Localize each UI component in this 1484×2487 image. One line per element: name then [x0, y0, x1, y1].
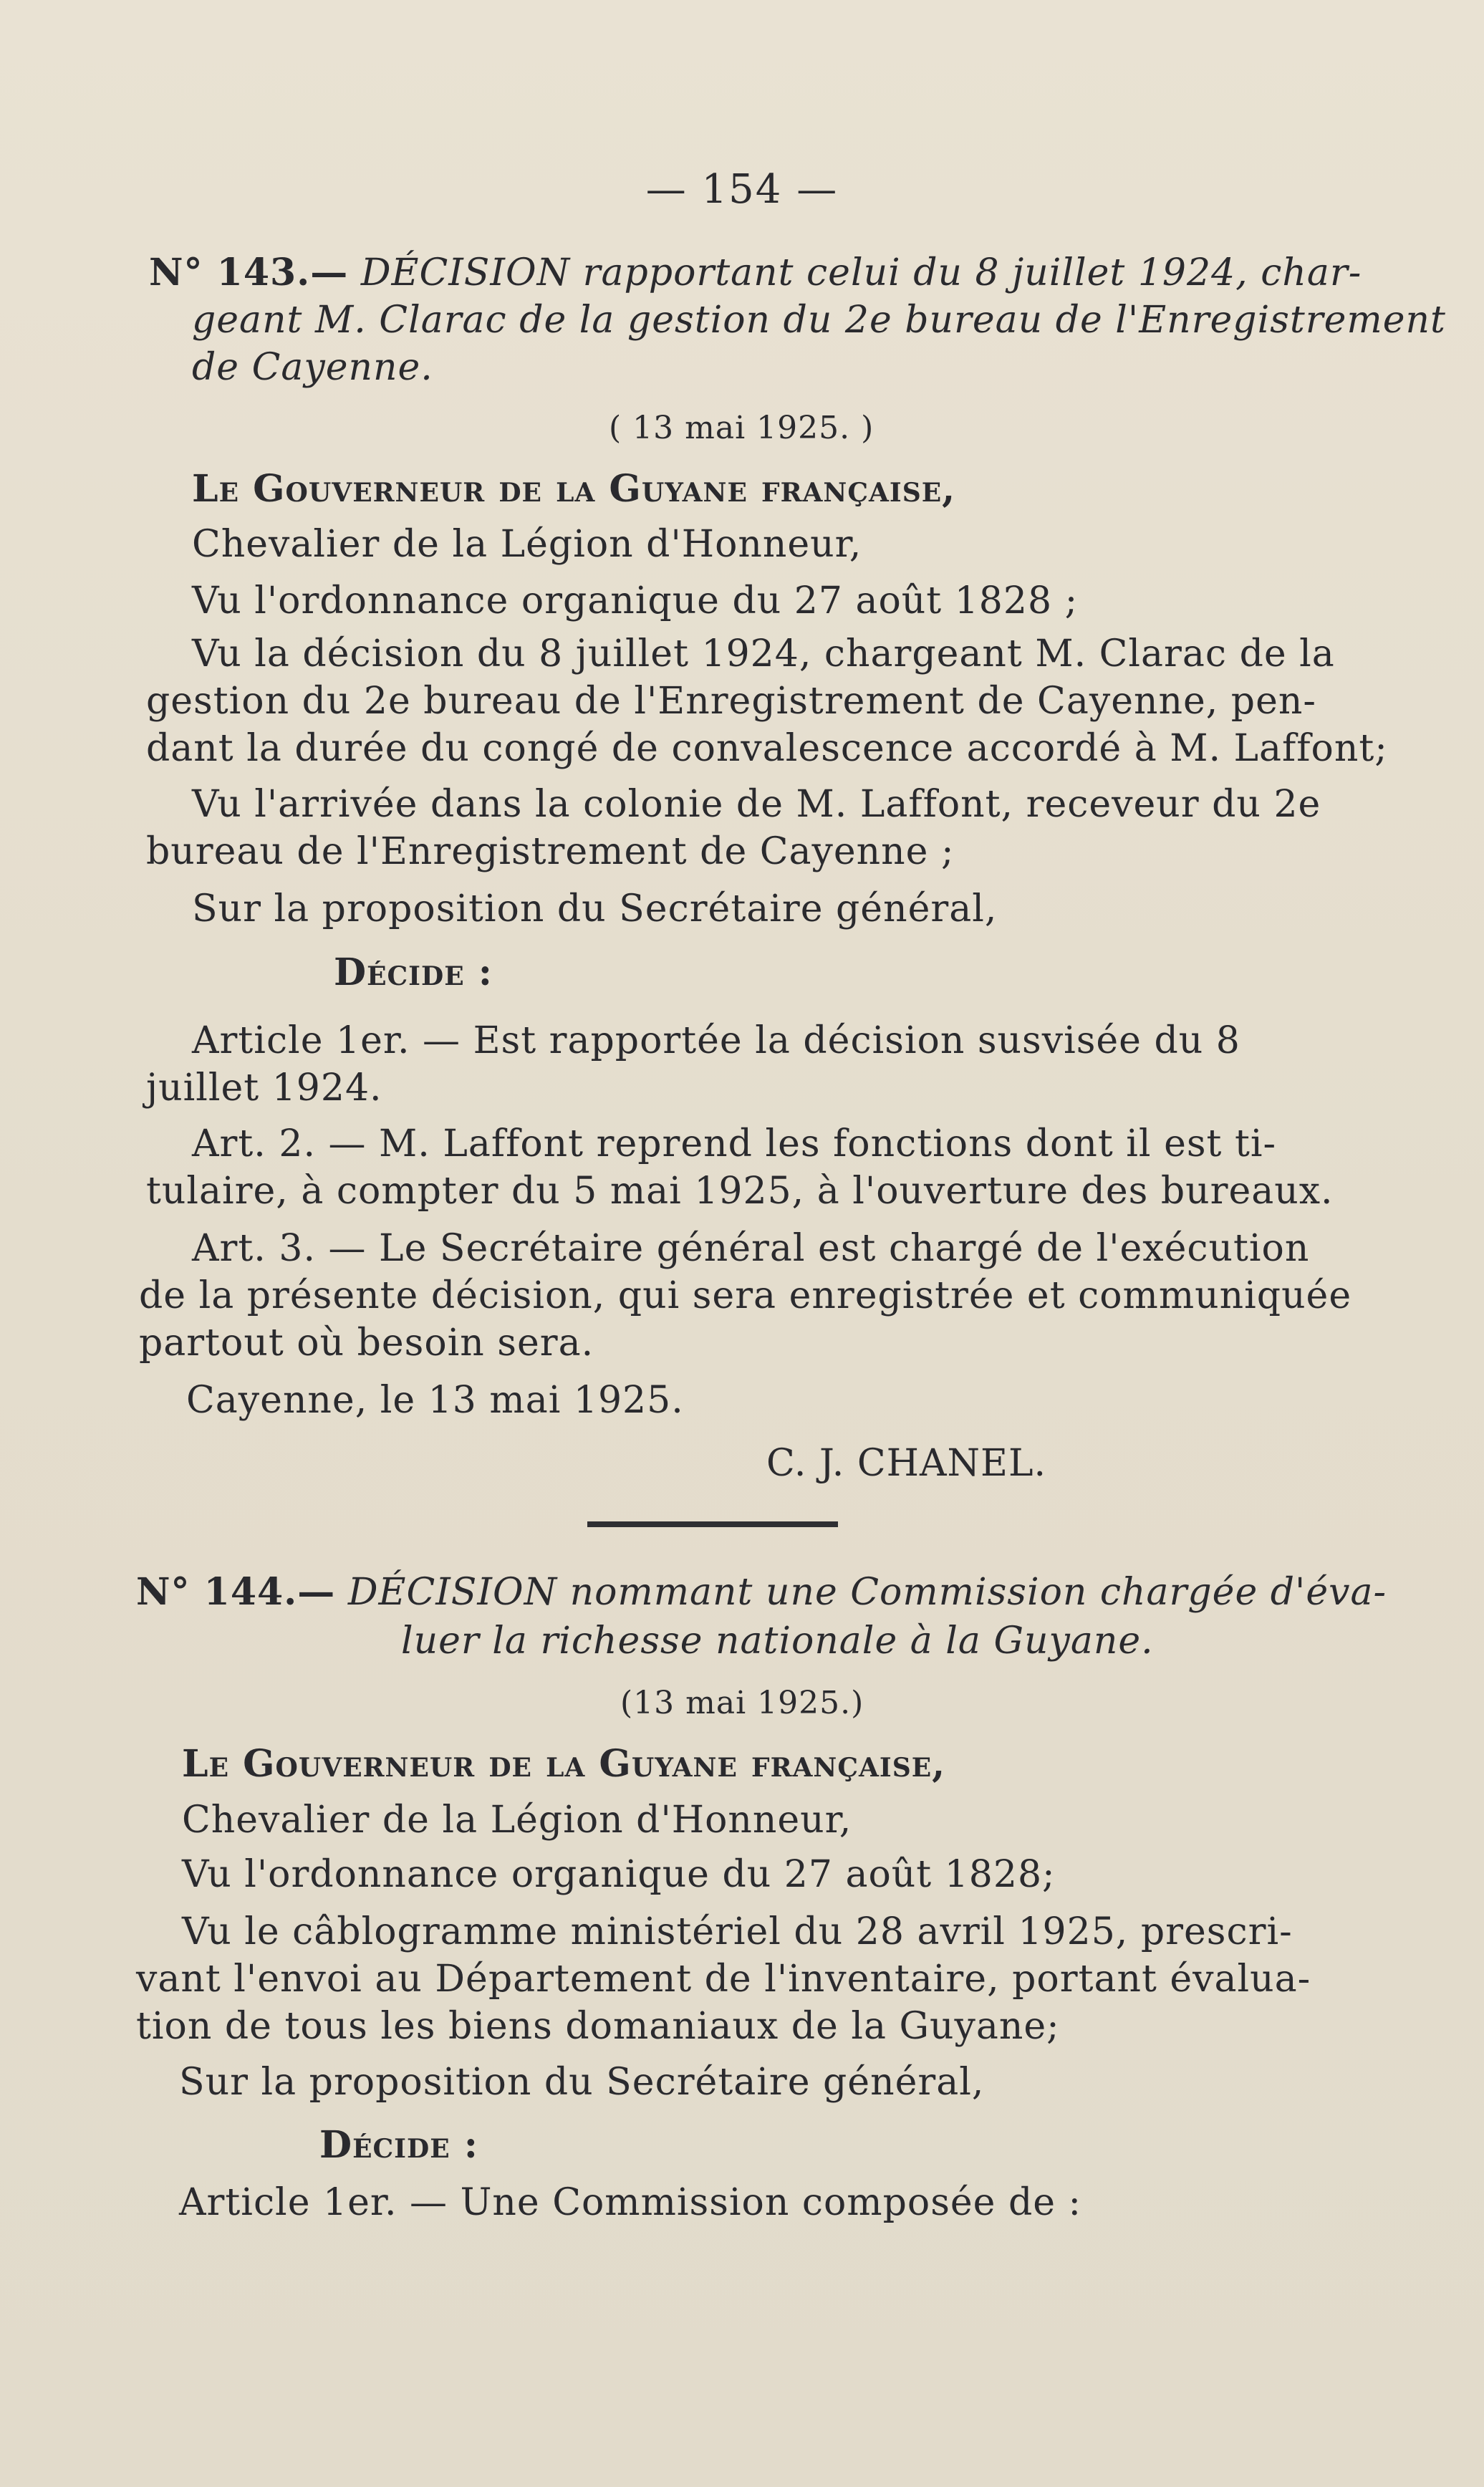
page-number: — 154 —: [645, 166, 839, 213]
decision-143-vu-decision-l3: dant la durée du congé de convalescence accordé à M. Laffont;: [146, 727, 1388, 770]
decision-143-article-2-l1: Art. 2. — M. Laffont reprend les fonctions dont il est ti-: [192, 1122, 1277, 1165]
decision-144-chevalier: Chevalier de la Légion d'Honneur,: [182, 1799, 852, 1842]
decision-143-article-3-l2: de la présente décision, qui sera enregistrée et communiquée: [139, 1274, 1352, 1317]
decision-143-proposition: Sur la proposition du Secrétaire général,: [192, 887, 998, 930]
decision-143-article-3-l1: Art. 3. — Le Secrétaire général est chargé de l'exécution: [192, 1227, 1310, 1270]
decision-143-vu-arrivee-l1: Vu l'arrivée dans la colonie de M. Laffont, receveur du 2e: [192, 783, 1321, 826]
decision-143-article-2-l2: tulaire, à compter du 5 mai 1925, à l'ouverture des bureaux.: [146, 1170, 1334, 1213]
decision-143-article-3-l3: partout où besoin sera.: [139, 1322, 594, 1365]
decision-144-heading-text: DÉCISION nommant une Commission chargée d'éva-: [347, 1571, 1387, 1614]
decision-143-heading-line-2: geant M. Clarac de la gestion du 2e bureau de l'Enregistrement: [192, 299, 1446, 342]
decision-143-article-1-l1: Article 1er. — Est rapportée la décision susvisée du 8: [192, 1019, 1240, 1062]
decision-144-article-1: Article 1er. — Une Commission composée de :: [179, 2181, 1082, 2224]
decision-144-date: (13 mai 1925.): [620, 1685, 864, 1721]
decision-143-vu-arrivee-l2: bureau de l'Enregistrement de Cayenne ;: [146, 830, 955, 873]
decision-143-chevalier: Chevalier de la Légion d'Honneur,: [192, 523, 862, 566]
decision-143-decide: Décide :: [334, 951, 493, 994]
decision-143-heading-text: DÉCISION rapportant celui du 8 juillet 1924, char-: [360, 251, 1362, 294]
decision-143-number: N° 143.—: [149, 251, 349, 294]
decision-144-heading-line-1: [136, 1569, 1387, 1616]
decision-144-governor: [182, 1741, 945, 1788]
decision-143-heading-line-1: [149, 249, 1362, 297]
decision-144-vu-cable-l3: tion de tous les biens domaniaux de la Guyane;: [136, 2005, 1060, 2048]
decision-144-heading-line-2: luer la richesse nationale à la Guyane.: [401, 1620, 1154, 1663]
decision-144-decide: Décide :: [319, 2123, 478, 2167]
decision-144-number: N° 144.—: [136, 1570, 336, 1614]
decision-144-vu-cable-l1: Vu le câblogramme ministériel du 28 avril 1925, prescri-: [182, 1910, 1293, 1953]
section-divider: [587, 1521, 838, 1527]
governor-title: Le Gouverneur de la Guyane française,: [192, 467, 956, 511]
governor-title: Le Gouverneur de la Guyane française,: [182, 1742, 946, 1786]
decision-143-heading-line-3: de Cayenne.: [192, 346, 433, 389]
decision-144-vu-ordonnance: Vu l'ordonnance organique du 27 août 1828;: [182, 1853, 1056, 1896]
decision-143-article-1-l2: juillet 1924.: [146, 1067, 382, 1110]
decision-143-signature: C. J. CHANEL.: [766, 1442, 1047, 1485]
decision-143-vu-decision-l1: Vu la décision du 8 juillet 1924, chargeant M. Clarac de la: [192, 632, 1335, 675]
decision-144-vu-cable-l2: vant l'envoi au Département de l'inventaire, portant évalua-: [136, 1958, 1311, 2001]
decision-143-vu-ordonnance: Vu l'ordonnance organique du 27 août 1828 ;: [192, 579, 1079, 622]
decision-143-place-date: Cayenne, le 13 mai 1925.: [186, 1379, 684, 1422]
decision-144-proposition: Sur la proposition du Secrétaire général,: [179, 2061, 985, 2104]
decision-143-vu-decision-l2: gestion du 2e bureau de l'Enregistrement de Cayenne, pen-: [146, 680, 1316, 723]
decision-143-date: ( 13 mai 1925. ): [609, 410, 874, 446]
decision-143-governor: [192, 466, 955, 513]
